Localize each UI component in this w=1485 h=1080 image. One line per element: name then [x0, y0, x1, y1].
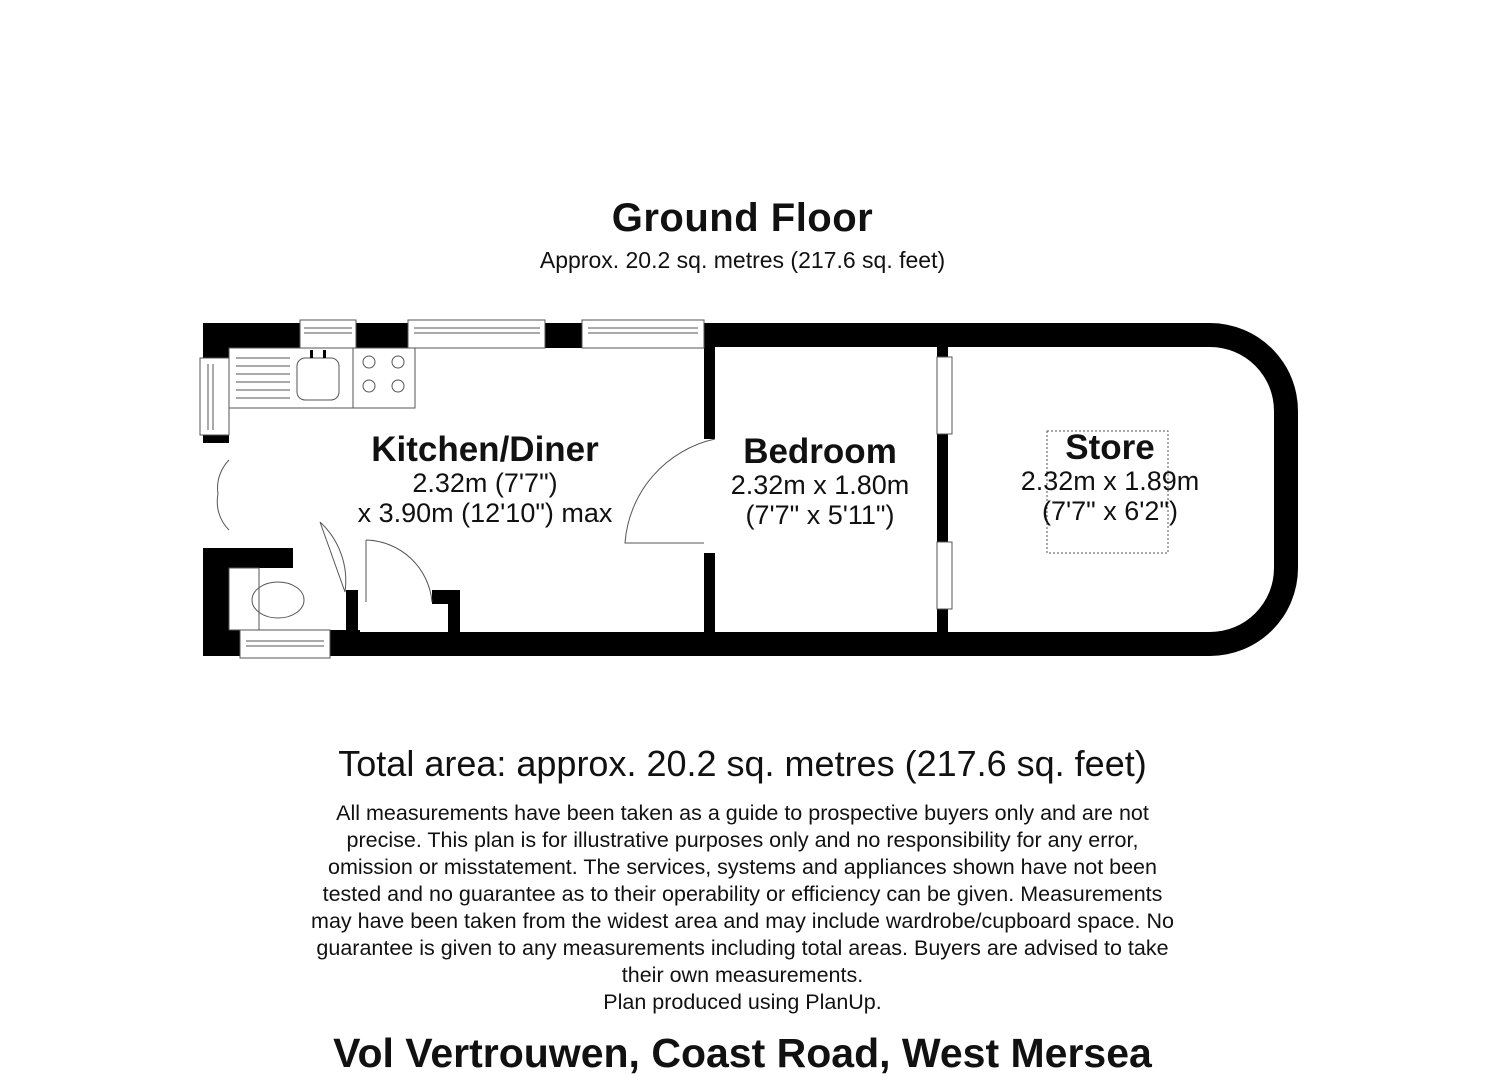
room-dimensions: 2.32m x 1.89m — [1020, 466, 1200, 496]
floor-area-subtitle: Approx. 20.2 sq. metres (217.6 sq. feet) — [539, 247, 946, 273]
disclaimer-line: their own measurements. — [621, 963, 864, 987]
room-name: Store — [1065, 428, 1155, 467]
room-bedroom — [700, 434, 940, 529]
disclaimer-line: guarantee is given to any measurements including total areas. Buyers are advised to take — [316, 936, 1169, 960]
room-dimensions: (7'7" x 6'2") — [1041, 496, 1179, 526]
total-area: Total area: approx. 20.2 sq. metres (217.6 sq. feet) — [338, 743, 1147, 784]
disclaimer-line: All measurements have been taken as a guide to prospective buyers only and are not — [336, 801, 1149, 825]
disclaimer-line: tested and no guarantee as to their operability or efficiency can be given. Measurements — [322, 882, 1163, 906]
room-name: Kitchen/Diner — [371, 430, 599, 469]
tap-icons — [310, 350, 326, 358]
disclaimer-line: may have been taken from the widest area and may include wardrobe/cupboard space. No — [311, 909, 1174, 933]
disclaimer-line: Plan produced using PlanUp. — [603, 990, 882, 1014]
room-dimensions: 2.32m (7'7") — [412, 468, 558, 498]
disclaimer-line: omission or misstatement. The services, systems and appliances shown have not been — [328, 855, 1157, 879]
room-dimensions: 2.32m x 1.80m — [730, 470, 910, 500]
floor-title: Ground Floor — [611, 196, 874, 240]
property-address: Vol Vertrouwen, Coast Road, West Mersea — [333, 1030, 1152, 1076]
disclaimer-line: precise. This plan is for illustrative purposes only and no responsibility for any error, — [346, 828, 1139, 852]
room-kitchen-diner — [330, 432, 640, 527]
disclaimer — [260, 800, 1225, 1016]
room-name: Bedroom — [743, 432, 897, 471]
room-store — [990, 430, 1230, 525]
room-dimensions: x 3.90m (12'10") max — [357, 498, 613, 528]
room-dimensions: (7'7" x 5'11") — [745, 500, 895, 530]
